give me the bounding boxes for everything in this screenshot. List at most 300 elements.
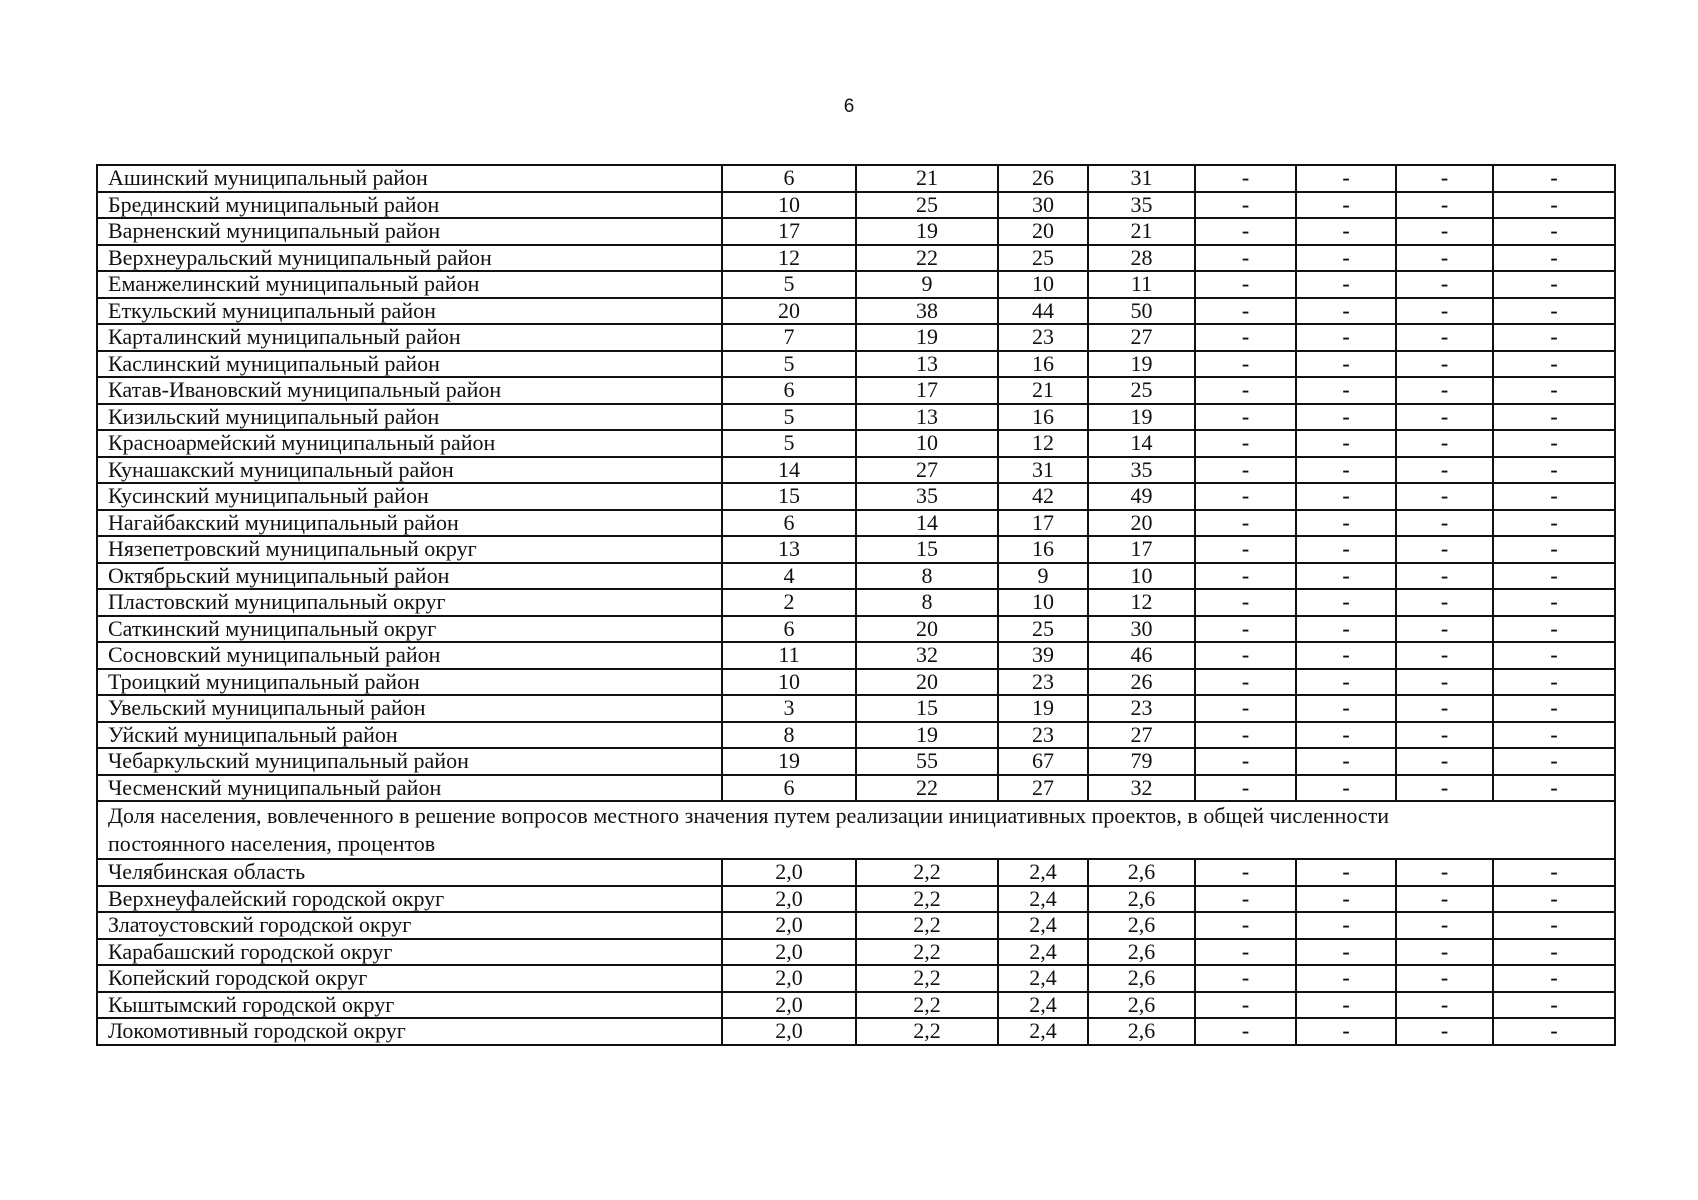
dash-cell: - [1195,859,1296,886]
value-cell: 25 [998,616,1088,643]
dash-cell: - [1296,886,1396,913]
dash-cell: - [1396,775,1493,802]
dash-cell: - [1296,722,1396,749]
dash-cell: - [1493,695,1615,722]
territory-name: Уйский муниципальный район [97,722,722,749]
table-row [97,722,1615,749]
value-cell: 26 [998,165,1088,192]
value-cell: 19 [998,695,1088,722]
dash-cell: - [1493,965,1615,992]
value-cell: 19 [1088,351,1195,378]
territory-name: Челябинская область [97,859,722,886]
territory-name: Катав-Ивановский муниципальный район [97,377,722,404]
table-row [97,536,1615,563]
dash-cell: - [1396,589,1493,616]
dash-cell: - [1396,992,1493,1019]
value-cell: 20 [722,298,856,325]
value-cell: 30 [1088,616,1195,643]
table-row [97,563,1615,590]
value-cell: 20 [856,669,998,696]
value-cell: 2,0 [722,965,856,992]
dash-cell: - [1493,536,1615,563]
dash-cell: - [1396,912,1493,939]
value-cell: 19 [856,218,998,245]
value-cell: 30 [998,192,1088,219]
dash-cell: - [1396,859,1493,886]
value-cell: 49 [1088,483,1195,510]
dash-cell: - [1396,298,1493,325]
dash-cell: - [1195,669,1296,696]
dash-cell: - [1195,616,1296,643]
dash-cell: - [1396,218,1493,245]
dash-cell: - [1493,483,1615,510]
value-cell: 16 [998,351,1088,378]
value-cell: 27 [998,775,1088,802]
table-body [97,165,1615,1045]
table-row [97,218,1615,245]
table-row [97,324,1615,351]
territory-name: Кыштымский городской округ [97,992,722,1019]
dash-cell: - [1195,695,1296,722]
dash-cell: - [1195,377,1296,404]
dash-cell: - [1396,351,1493,378]
dash-cell: - [1195,965,1296,992]
value-cell: 9 [856,271,998,298]
dash-cell: - [1296,351,1396,378]
dash-cell: - [1396,616,1493,643]
value-cell: 5 [722,271,856,298]
table-row [97,404,1615,431]
value-cell: 13 [722,536,856,563]
dash-cell: - [1493,748,1615,775]
territory-name: Чебаркульский муниципальный район [97,748,722,775]
value-cell: 2,6 [1088,992,1195,1019]
dash-cell: - [1493,722,1615,749]
value-cell: 2,0 [722,1018,856,1045]
dash-cell: - [1396,483,1493,510]
value-cell: 21 [1088,218,1195,245]
dash-cell: - [1195,589,1296,616]
dash-cell: - [1396,404,1493,431]
value-cell: 3 [722,695,856,722]
dash-cell: - [1396,722,1493,749]
dash-cell: - [1195,165,1296,192]
dash-cell: - [1195,722,1296,749]
territory-name: Сосновский муниципальный район [97,642,722,669]
dash-cell: - [1296,965,1396,992]
dash-cell: - [1195,218,1296,245]
value-cell: 2,2 [856,912,998,939]
dash-cell: - [1195,351,1296,378]
value-cell: 2,6 [1088,912,1195,939]
value-cell: 2,0 [722,912,856,939]
dash-cell: - [1195,536,1296,563]
dash-cell: - [1296,642,1396,669]
value-cell: 9 [998,563,1088,590]
table-row [97,377,1615,404]
dash-cell: - [1195,886,1296,913]
dash-cell: - [1396,669,1493,696]
dash-cell: - [1296,695,1396,722]
dash-cell: - [1396,457,1493,484]
dash-cell: - [1493,939,1615,966]
territory-name: Нагайбакский муниципальный район [97,510,722,537]
value-cell: 2,6 [1088,886,1195,913]
value-cell: 50 [1088,298,1195,325]
territory-name: Верхнеуральский муниципальный район [97,245,722,272]
territory-name: Верхнеуфалейский городской округ [97,886,722,913]
value-cell: 8 [856,563,998,590]
value-cell: 2,6 [1088,1018,1195,1045]
table-row [97,165,1615,192]
value-cell: 44 [998,298,1088,325]
value-cell: 27 [1088,722,1195,749]
dash-cell: - [1195,298,1296,325]
value-cell: 10 [856,430,998,457]
dash-cell: - [1493,404,1615,431]
dash-cell: - [1296,218,1396,245]
value-cell: 21 [856,165,998,192]
value-cell: 39 [998,642,1088,669]
dash-cell: - [1195,271,1296,298]
dash-cell: - [1396,939,1493,966]
dash-cell: - [1195,1018,1296,1045]
value-cell: 2,2 [856,992,998,1019]
territory-name: Златоустовский городской округ [97,912,722,939]
dash-cell: - [1396,510,1493,537]
dash-cell: - [1195,457,1296,484]
value-cell: 2,0 [722,886,856,913]
dash-cell: - [1296,563,1396,590]
value-cell: 19 [1088,404,1195,431]
dash-cell: - [1195,563,1296,590]
dash-cell: - [1396,563,1493,590]
territory-name: Карабашский городской округ [97,939,722,966]
dash-cell: - [1296,939,1396,966]
value-cell: 2,0 [722,992,856,1019]
territory-name: Кизильский муниципальный район [97,404,722,431]
indicator-table [96,164,1616,1046]
territory-name: Пластовский муниципальный округ [97,589,722,616]
dash-cell: - [1195,192,1296,219]
value-cell: 2,2 [856,886,998,913]
table-row [97,642,1615,669]
dash-cell: - [1296,457,1396,484]
table-row [97,457,1615,484]
value-cell: 20 [856,616,998,643]
section-header-row [97,801,1615,859]
value-cell: 28 [1088,245,1195,272]
territory-name: Каслинский муниципальный район [97,351,722,378]
table-row [97,886,1615,913]
value-cell: 23 [998,722,1088,749]
table-row [97,965,1615,992]
value-cell: 23 [1088,695,1195,722]
dash-cell: - [1296,775,1396,802]
dash-cell: - [1195,510,1296,537]
value-cell: 2,6 [1088,939,1195,966]
value-cell: 42 [998,483,1088,510]
table-row [97,669,1615,696]
dash-cell: - [1195,912,1296,939]
dash-cell: - [1396,192,1493,219]
value-cell: 2,2 [856,1018,998,1045]
value-cell: 32 [856,642,998,669]
value-cell: 27 [856,457,998,484]
value-cell: 25 [1088,377,1195,404]
value-cell: 27 [1088,324,1195,351]
value-cell: 25 [856,192,998,219]
dash-cell: - [1493,165,1615,192]
dash-cell: - [1195,939,1296,966]
value-cell: 12 [1088,589,1195,616]
table-row [97,939,1615,966]
value-cell: 79 [1088,748,1195,775]
territory-name: Варненский муниципальный район [97,218,722,245]
dash-cell: - [1493,563,1615,590]
territory-name: Увельский муниципальный район [97,695,722,722]
value-cell: 2,6 [1088,965,1195,992]
value-cell: 22 [856,245,998,272]
table-row [97,912,1615,939]
value-cell: 10 [722,192,856,219]
table-row [97,616,1615,643]
value-cell: 19 [856,722,998,749]
dash-cell: - [1195,245,1296,272]
dash-cell: - [1396,965,1493,992]
value-cell: 20 [1088,510,1195,537]
dash-cell: - [1195,483,1296,510]
dash-cell: - [1493,616,1615,643]
dash-cell: - [1396,324,1493,351]
table-row [97,192,1615,219]
value-cell: 14 [722,457,856,484]
table-row [97,483,1615,510]
dash-cell: - [1296,245,1396,272]
dash-cell: - [1296,616,1396,643]
territory-name: Локомотивный городской округ [97,1018,722,1045]
value-cell: 13 [856,404,998,431]
value-cell: 20 [998,218,1088,245]
table-row [97,351,1615,378]
dash-cell: - [1296,992,1396,1019]
value-cell: 21 [998,377,1088,404]
value-cell: 13 [856,351,998,378]
territory-name: Еманжелинский муниципальный район [97,271,722,298]
value-cell: 6 [722,377,856,404]
dash-cell: - [1396,271,1493,298]
territory-name: Брединский муниципальный район [97,192,722,219]
dash-cell: - [1296,324,1396,351]
dash-cell: - [1296,404,1396,431]
table-row [97,775,1615,802]
territory-name: Ашинский муниципальный район [97,165,722,192]
value-cell: 16 [998,536,1088,563]
value-cell: 10 [722,669,856,696]
value-cell: 14 [1088,430,1195,457]
dash-cell: - [1493,886,1615,913]
value-cell: 2,0 [722,859,856,886]
value-cell: 6 [722,775,856,802]
value-cell: 4 [722,563,856,590]
value-cell: 10 [1088,563,1195,590]
value-cell: 2,0 [722,939,856,966]
dash-cell: - [1493,377,1615,404]
dash-cell: - [1296,1018,1396,1045]
table-row [97,1018,1615,1045]
value-cell: 10 [998,271,1088,298]
value-cell: 67 [998,748,1088,775]
value-cell: 8 [722,722,856,749]
value-cell: 32 [1088,775,1195,802]
value-cell: 5 [722,404,856,431]
value-cell: 11 [1088,271,1195,298]
value-cell: 23 [998,669,1088,696]
territory-name: Красноармейский муниципальный район [97,430,722,457]
dash-cell: - [1493,457,1615,484]
value-cell: 25 [998,245,1088,272]
dash-cell: - [1396,886,1493,913]
value-cell: 35 [856,483,998,510]
value-cell: 2,4 [998,1018,1088,1045]
territory-name: Кусинский муниципальный район [97,483,722,510]
table-row [97,859,1615,886]
dash-cell: - [1396,245,1493,272]
dash-cell: - [1493,245,1615,272]
dash-cell: - [1195,324,1296,351]
value-cell: 14 [856,510,998,537]
value-cell: 2,4 [998,859,1088,886]
table-row [97,245,1615,272]
value-cell: 11 [722,642,856,669]
table-row [97,298,1615,325]
dash-cell: - [1493,992,1615,1019]
dash-cell: - [1493,298,1615,325]
dash-cell: - [1296,912,1396,939]
value-cell: 31 [998,457,1088,484]
value-cell: 38 [856,298,998,325]
dash-cell: - [1195,642,1296,669]
value-cell: 5 [722,430,856,457]
territory-name: Троицкий муниципальный район [97,669,722,696]
dash-cell: - [1493,324,1615,351]
dash-cell: - [1396,1018,1493,1045]
dash-cell: - [1396,695,1493,722]
value-cell: 7 [722,324,856,351]
value-cell: 46 [1088,642,1195,669]
value-cell: 6 [722,165,856,192]
section-header-line2: постоянного населения, процентов [108,831,436,856]
value-cell: 8 [856,589,998,616]
dash-cell: - [1493,271,1615,298]
dash-cell: - [1195,430,1296,457]
dash-cell: - [1493,351,1615,378]
value-cell: 15 [856,536,998,563]
dash-cell: - [1396,430,1493,457]
dash-cell: - [1396,536,1493,563]
dash-cell: - [1296,748,1396,775]
dash-cell: - [1396,377,1493,404]
table-row [97,748,1615,775]
value-cell: 2,4 [998,992,1088,1019]
value-cell: 23 [998,324,1088,351]
value-cell: 2,4 [998,886,1088,913]
dash-cell: - [1195,748,1296,775]
value-cell: 17 [856,377,998,404]
dash-cell: - [1296,669,1396,696]
dash-cell: - [1493,669,1615,696]
dash-cell: - [1296,589,1396,616]
page-number: 6 [843,96,855,117]
dash-cell: - [1296,483,1396,510]
value-cell: 2,6 [1088,859,1195,886]
value-cell: 55 [856,748,998,775]
value-cell: 17 [998,510,1088,537]
dash-cell: - [1296,165,1396,192]
value-cell: 2,2 [856,859,998,886]
dash-cell: - [1493,589,1615,616]
dash-cell: - [1493,859,1615,886]
dash-cell: - [1296,377,1396,404]
value-cell: 2 [722,589,856,616]
dash-cell: - [1493,192,1615,219]
value-cell: 2,2 [856,965,998,992]
value-cell: 2,4 [998,939,1088,966]
value-cell: 19 [856,324,998,351]
territory-name: Кунашакский муниципальный район [97,457,722,484]
value-cell: 2,4 [998,965,1088,992]
territory-name: Октябрьский муниципальный район [97,563,722,590]
territory-name: Саткинский муниципальный округ [97,616,722,643]
dash-cell: - [1493,912,1615,939]
dash-cell: - [1296,298,1396,325]
dash-cell: - [1195,992,1296,1019]
section-header-line1: Доля населения, вовлеченного в решение вопросов местного значения путем реализации инициативных проектов, в общей численности [108,803,1390,828]
table-row [97,430,1615,457]
dash-cell: - [1296,536,1396,563]
dash-cell: - [1396,165,1493,192]
value-cell: 12 [722,245,856,272]
table-row [97,510,1615,537]
value-cell: 15 [722,483,856,510]
dash-cell: - [1493,775,1615,802]
dash-cell: - [1493,1018,1615,1045]
value-cell: 5 [722,351,856,378]
value-cell: 35 [1088,192,1195,219]
value-cell: 35 [1088,457,1195,484]
dash-cell: - [1493,642,1615,669]
value-cell: 2,4 [998,912,1088,939]
value-cell: 15 [856,695,998,722]
value-cell: 6 [722,616,856,643]
table-row [97,695,1615,722]
value-cell: 31 [1088,165,1195,192]
dash-cell: - [1296,430,1396,457]
dash-cell: - [1296,510,1396,537]
value-cell: 16 [998,404,1088,431]
territory-name: Карталинский муниципальный район [97,324,722,351]
value-cell: 10 [998,589,1088,616]
territory-name: Еткульский муниципальный район [97,298,722,325]
dash-cell: - [1195,404,1296,431]
value-cell: 6 [722,510,856,537]
territory-name: Копейский городской округ [97,965,722,992]
dash-cell: - [1493,510,1615,537]
table-row [97,271,1615,298]
dash-cell: - [1396,642,1493,669]
table-row [97,992,1615,1019]
value-cell: 2,2 [856,939,998,966]
